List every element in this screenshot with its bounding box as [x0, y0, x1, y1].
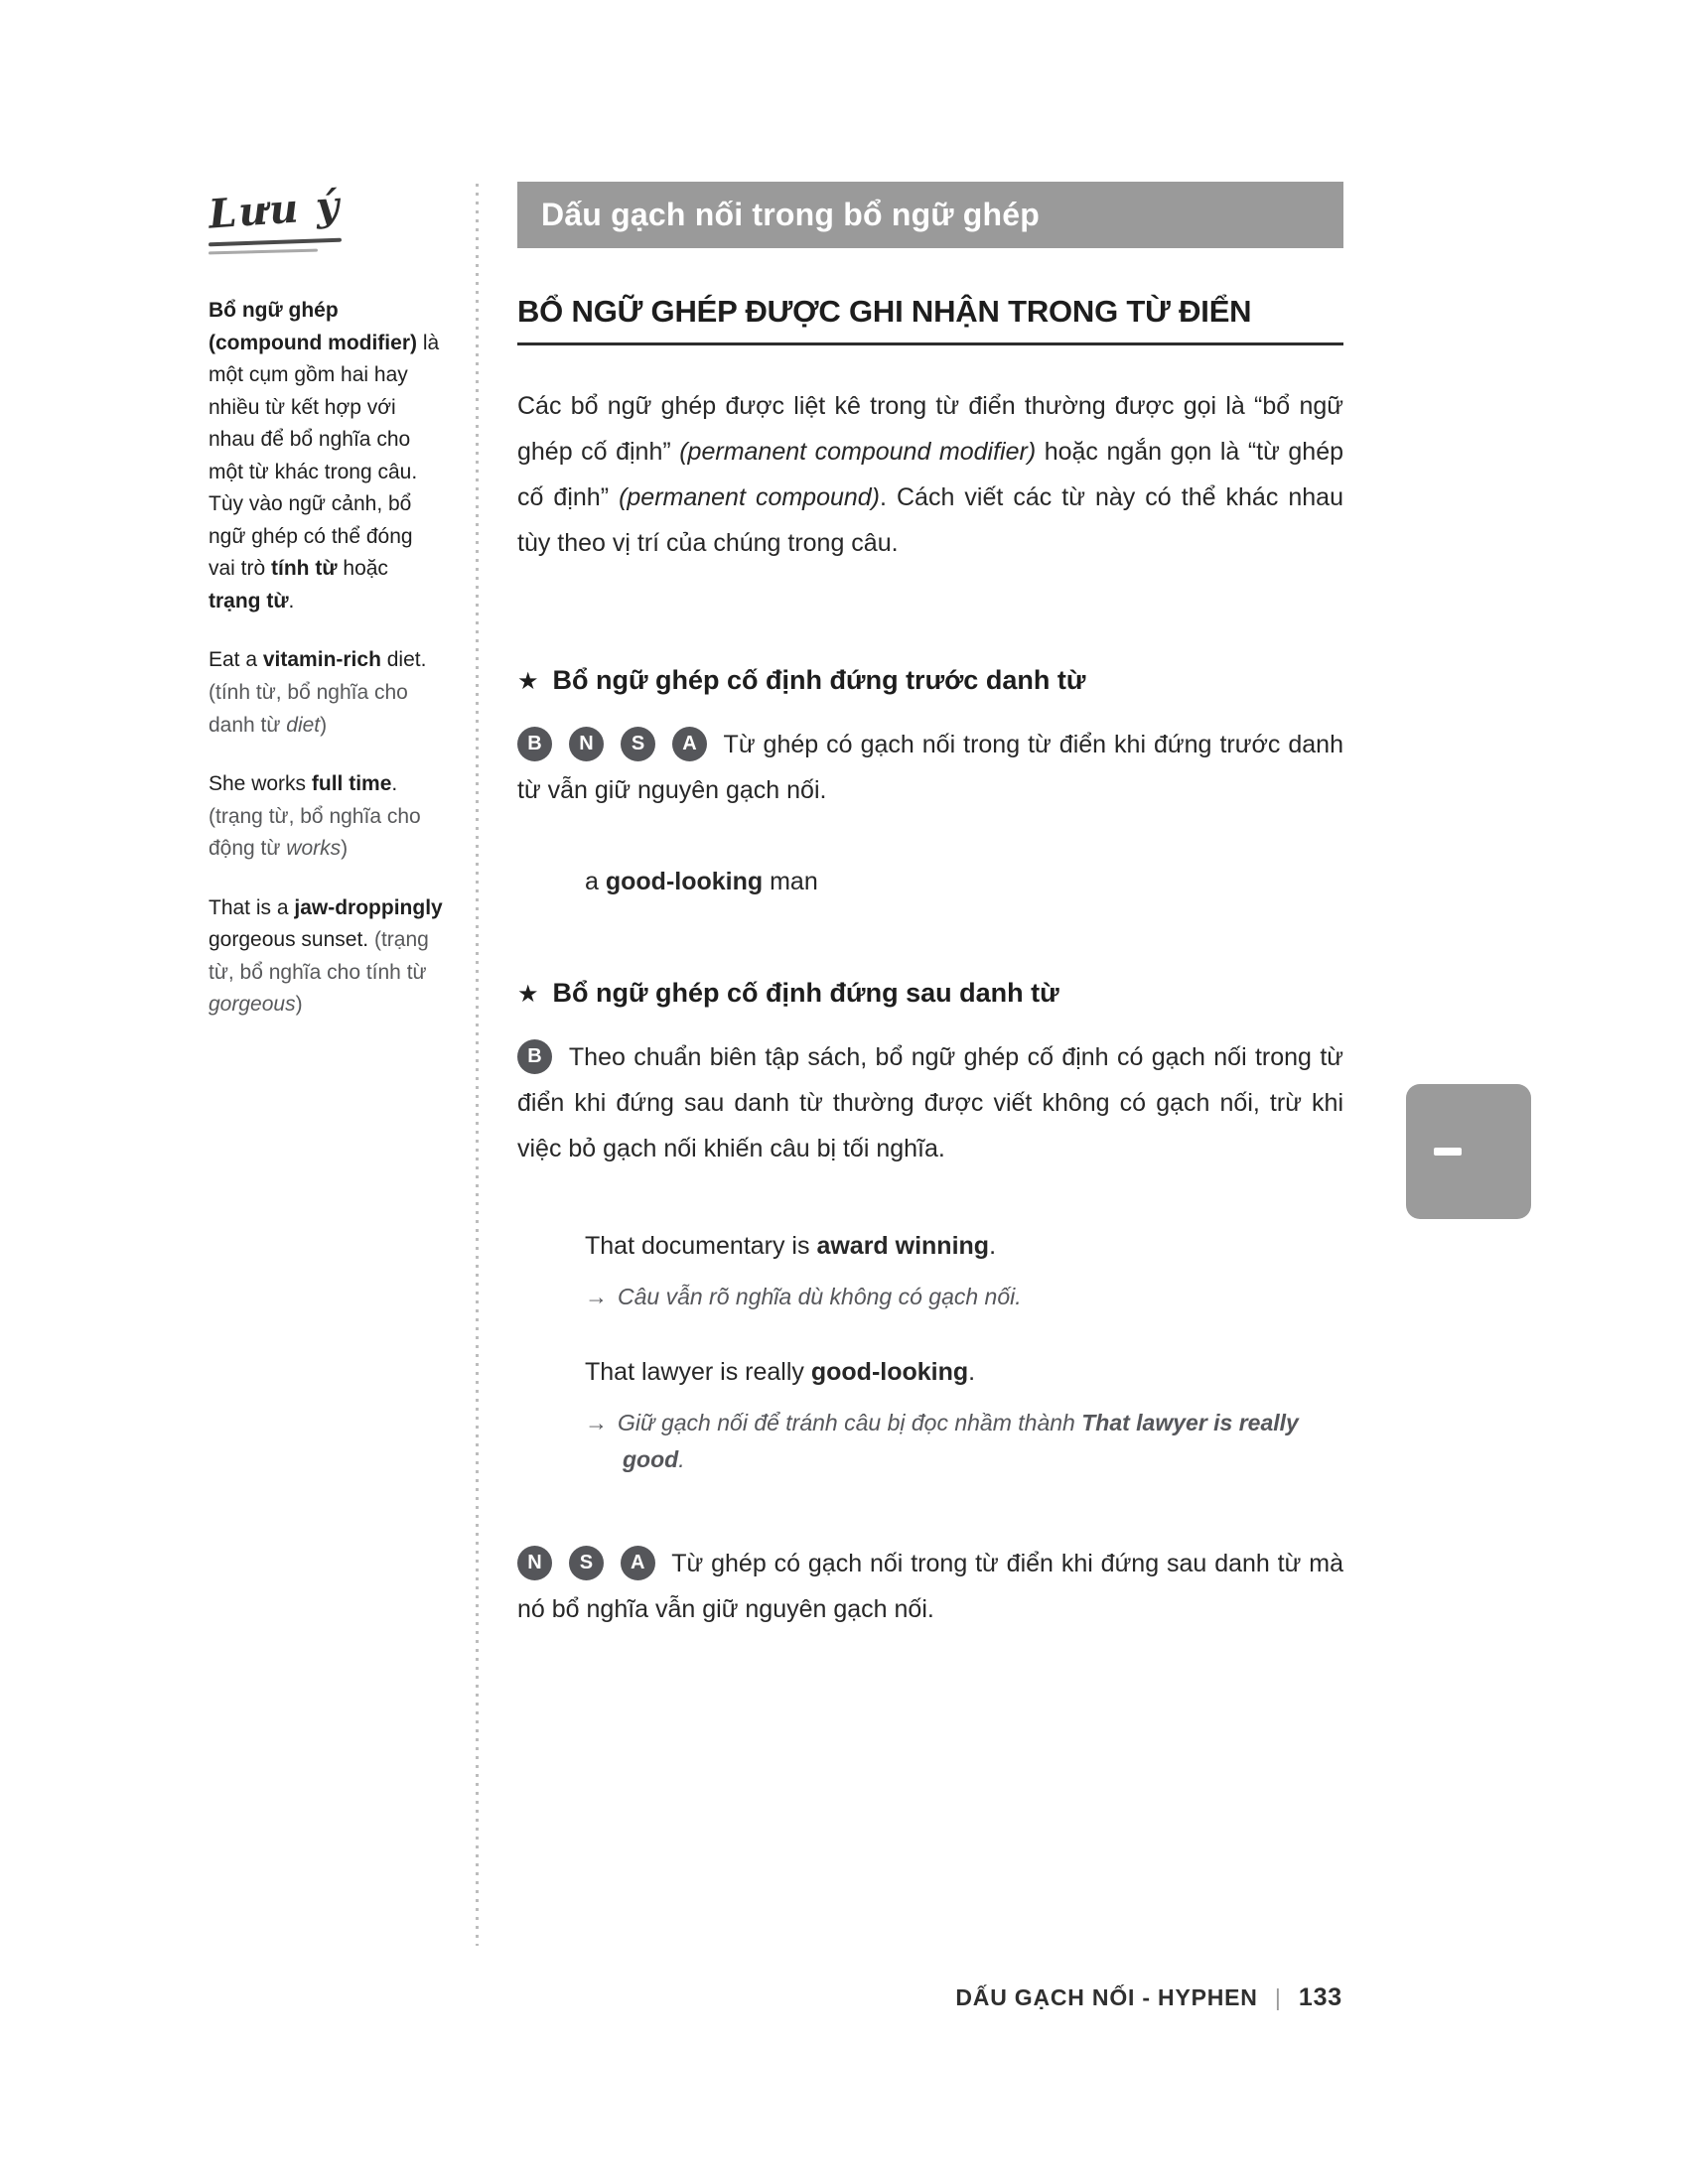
style-badge-s: S	[569, 1546, 604, 1580]
footer-page-number: 133	[1298, 1983, 1342, 2011]
example-lawyer-good-looking: That lawyer is really good-looking.	[585, 1357, 976, 1386]
rule-paragraph-after-noun	[517, 1541, 1343, 1632]
star-icon: ★	[517, 667, 539, 695]
rule-paragraph-book-style	[517, 1034, 1343, 1171]
page-footer	[955, 1983, 1342, 2012]
note-text: Giữ gạch nối để tránh câu bị đọc nhầm thành That lawyer is really good.	[618, 1409, 1299, 1472]
rule-paragraph-before-noun	[517, 722, 1343, 813]
rule-text: Từ ghép có gạch nối trong từ điển khi đứng trước danh từ vẫn giữ nguyên gạch nối.	[517, 731, 1343, 804]
star-icon: ★	[517, 980, 539, 1008]
sidebar-heading	[207, 182, 445, 253]
subheading-text: Bổ ngữ ghép cố định đứng trước danh từ	[552, 665, 1086, 695]
subheading-before-noun	[517, 665, 1343, 696]
footer-separator: |	[1274, 1984, 1282, 2010]
style-badge-b: B	[517, 727, 552, 761]
underline-stroke-light	[209, 249, 318, 255]
style-badge-a: A	[621, 1546, 655, 1580]
sidebar-heading-text: Lưu ý	[207, 182, 343, 238]
style-badge-n: N	[517, 1546, 552, 1580]
intro-paragraph: Các bổ ngữ ghép được liệt kê trong từ điển thường được gọi là “bổ ngữ ghép cố định” (permanent compound modifier) hoặc ngắn gọn là “từ ghép cố định” (permanent compound). Cách viết các từ này có thể khác nhau tùy theo vị trí của chúng trong câu.	[517, 392, 1344, 557]
rule-text: Theo chuẩn biên tập sách, bổ ngữ ghép cố định có gạch nối trong từ điển khi đứng sau danh từ thường được viết không có gạch nối, trừ khi việc bỏ gạch nối khiến câu bị tối nghĩa.	[517, 1043, 1343, 1162]
dotted-divider	[476, 184, 479, 1946]
note-text: Câu vẫn rõ nghĩa dù không có gạch nối.	[618, 1284, 1022, 1309]
sidebar-note-column	[207, 182, 445, 1048]
arrow-icon: →	[585, 1409, 608, 1435]
subheading-after-noun	[517, 978, 1343, 1009]
style-badge-s: S	[621, 727, 655, 761]
style-badge-n: N	[569, 727, 604, 761]
sidebar-example-full-time: She works full time. (trạng từ, bổ nghĩa cho động từ works)	[209, 772, 421, 861]
sidebar-example-jaw-droppingly: That is a jaw-droppingly gorgeous sunset. (trạng từ, bổ nghĩa cho tính từ gorgeous)	[209, 895, 443, 1017]
style-badge-a: A	[672, 727, 707, 761]
example-award-winning: That documentary is award winning.	[585, 1232, 997, 1260]
footer-chapter-label: DẤU GẠCH NỐI - HYPHEN	[955, 1984, 1258, 2010]
explanation-note-2	[585, 1405, 1343, 1478]
chapter-thumb-tab	[1406, 1084, 1531, 1219]
section-title: BỔ NGỮ GHÉP ĐƯỢC GHI NHẬN TRONG TỪ ĐIỂN	[517, 294, 1343, 345]
sidebar-definition-paragraph: Bổ ngữ ghép (compound modifier) là một cụm gồm hai hay nhiều từ kết hợp với nhau để bổ nghĩa cho một từ khác trong câu. Tùy vào ngữ cảnh, bổ ngữ ghép có thể đóng vai trò tính từ hoặc trạng từ.	[209, 299, 440, 613]
example-good-looking-man: a good-looking man	[585, 868, 818, 895]
underline-stroke-dark	[209, 238, 342, 247]
rule-text: Từ ghép có gạch nối trong từ điển khi đứng sau danh từ mà nó bổ nghĩa vẫn giữ nguyên gạch nối.	[517, 1550, 1343, 1624]
sidebar-example-vitamin-rich: Eat a vitamin-rich diet. (tính từ, bổ nghĩa cho danh từ diet)	[209, 648, 427, 737]
explanation-note-1	[585, 1279, 1343, 1315]
style-badge-b: B	[517, 1039, 552, 1074]
hyphen-icon	[1434, 1148, 1462, 1156]
subheading-text: Bổ ngữ ghép cố định đứng sau danh từ	[552, 978, 1059, 1008]
section-banner: Dấu gạch nối trong bổ ngữ ghép	[517, 182, 1343, 248]
main-content	[517, 182, 1343, 1632]
arrow-icon: →	[585, 1284, 608, 1309]
